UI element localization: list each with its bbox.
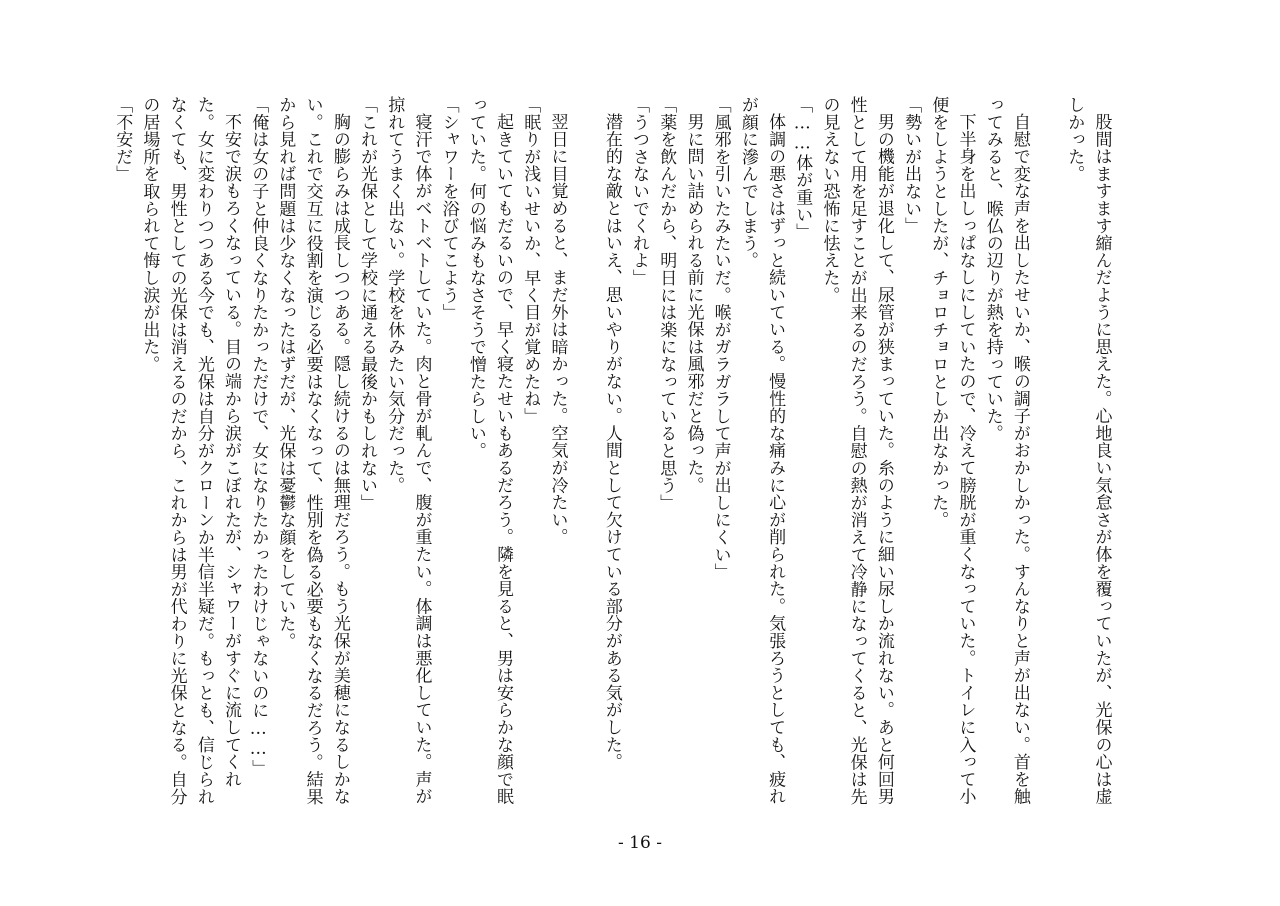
text-paragraph: 寝汗で体がベトベトしていた。肉と骨が軋んで、腹が重たい。体調は悪化していた。声が掠れてうまく出ない。学校を休みたい気分だった。 (384, 96, 432, 805)
text-paragraph: 「薬を飲んだから、明日には楽になっていると思う」 (656, 96, 677, 512)
body-text-area (108, 96, 1168, 816)
text-paragraph: 体調の悪さはずっと続いている。慢性的な痛みに心が削られた。気張ろうとしても、疲れが顔に滲んでしまう。 (737, 96, 786, 805)
text-paragraph: 胸の膨らみは成長しつつある。隠し続けるのは無理だろう。もう光保が美穂になるしかない。これで交互に役割を演じる必要はなくなって、性別を偽る必要もなくなるだろう。結果から見れば問題は少なくなったはずだが、光保は憂鬱な顔をしていた。 (275, 96, 350, 806)
text-paragraph: 下半身を出しっぱなしにしていたので、冷えて膀胱が重くなっていた。トイレに入って小便をしようとしたが、チョロチョロとしか出なかった。 (928, 96, 976, 805)
text-paragraph: 男に問い詰められる前に光保は風邪だと偽った。 (683, 113, 704, 494)
blank-line (570, 96, 597, 816)
text-paragraph: 「うつさないでくれよ」 (629, 96, 650, 287)
text-paragraph: 「俺は女の子と仲良くなりたかっただけで、女になりたかったわけじゃないのに……」 (248, 96, 269, 777)
text-paragraph: 「眠りが浅いせいか、早く目が覚めたね」 (520, 96, 541, 425)
text-paragraph: 股間はますます縮んだように思えた。心地良い気怠さが体を覆っていたが、光保の心は虚しかった。 (1064, 96, 1112, 805)
text-paragraph: 不安で涙もろくなっている。目の端から涙がこぼれたが、シャワーがすぐに流してくれた。女に変わりつつある今でも、光保は自分がクローンか半信半疑だ。もっとも、信じられなくても、男性としての光保は消えるのだから、これからは男が代わりに光保となる。自分の居場所を取られて悔し涙が出た。 (139, 96, 242, 806)
text-paragraph: 「これが光保として学校に通える最後かもしれない」 (357, 96, 378, 512)
text-paragraph: 「不安だ」 (112, 96, 133, 183)
text-paragraph: 「シャワーを浴びてこよう」 (438, 96, 459, 321)
vertical-body-text (108, 96, 1114, 816)
text-paragraph: 男の機能が退化して、尿管が狭まっていた。糸のように細い尿しか流れない。あと何回男性として用を足すことが出来るのだろう。自慰の熱が消えて冷静になってくると、光保は先の見えない恐怖に怯えた。 (819, 96, 894, 806)
text-paragraph: 「風邪を引いたみたいだ。喉がガラガラして声が出しにくい」 (710, 96, 731, 581)
text-paragraph: 起きていてもだるいので、早く寝たせいもあるだろう。隣を見ると、男は安らかな顔で眠っていた。何の悩みもなさそうで憎たらしい。 (465, 96, 514, 805)
text-paragraph: 潜在的な敵とはいえ、思いやりがない。人間として欠けている部分がある気がした。 (601, 113, 622, 771)
text-paragraph: 翌日に目覚めると、まだ外は暗かった。空気が冷たい。 (547, 113, 568, 546)
page-number: - 16 - (618, 833, 662, 853)
text-paragraph: 「……体が重い」 (792, 96, 813, 241)
text-paragraph: 「勢いが出ない」 (901, 96, 922, 235)
blank-line (1033, 96, 1060, 816)
text-paragraph: 自慰で変な声を出したせいか、喉の調子がおかしかった。すんなりと声が出ない。首を触ってみると、喉仏の辺りが熱を持っていた。 (982, 96, 1030, 805)
